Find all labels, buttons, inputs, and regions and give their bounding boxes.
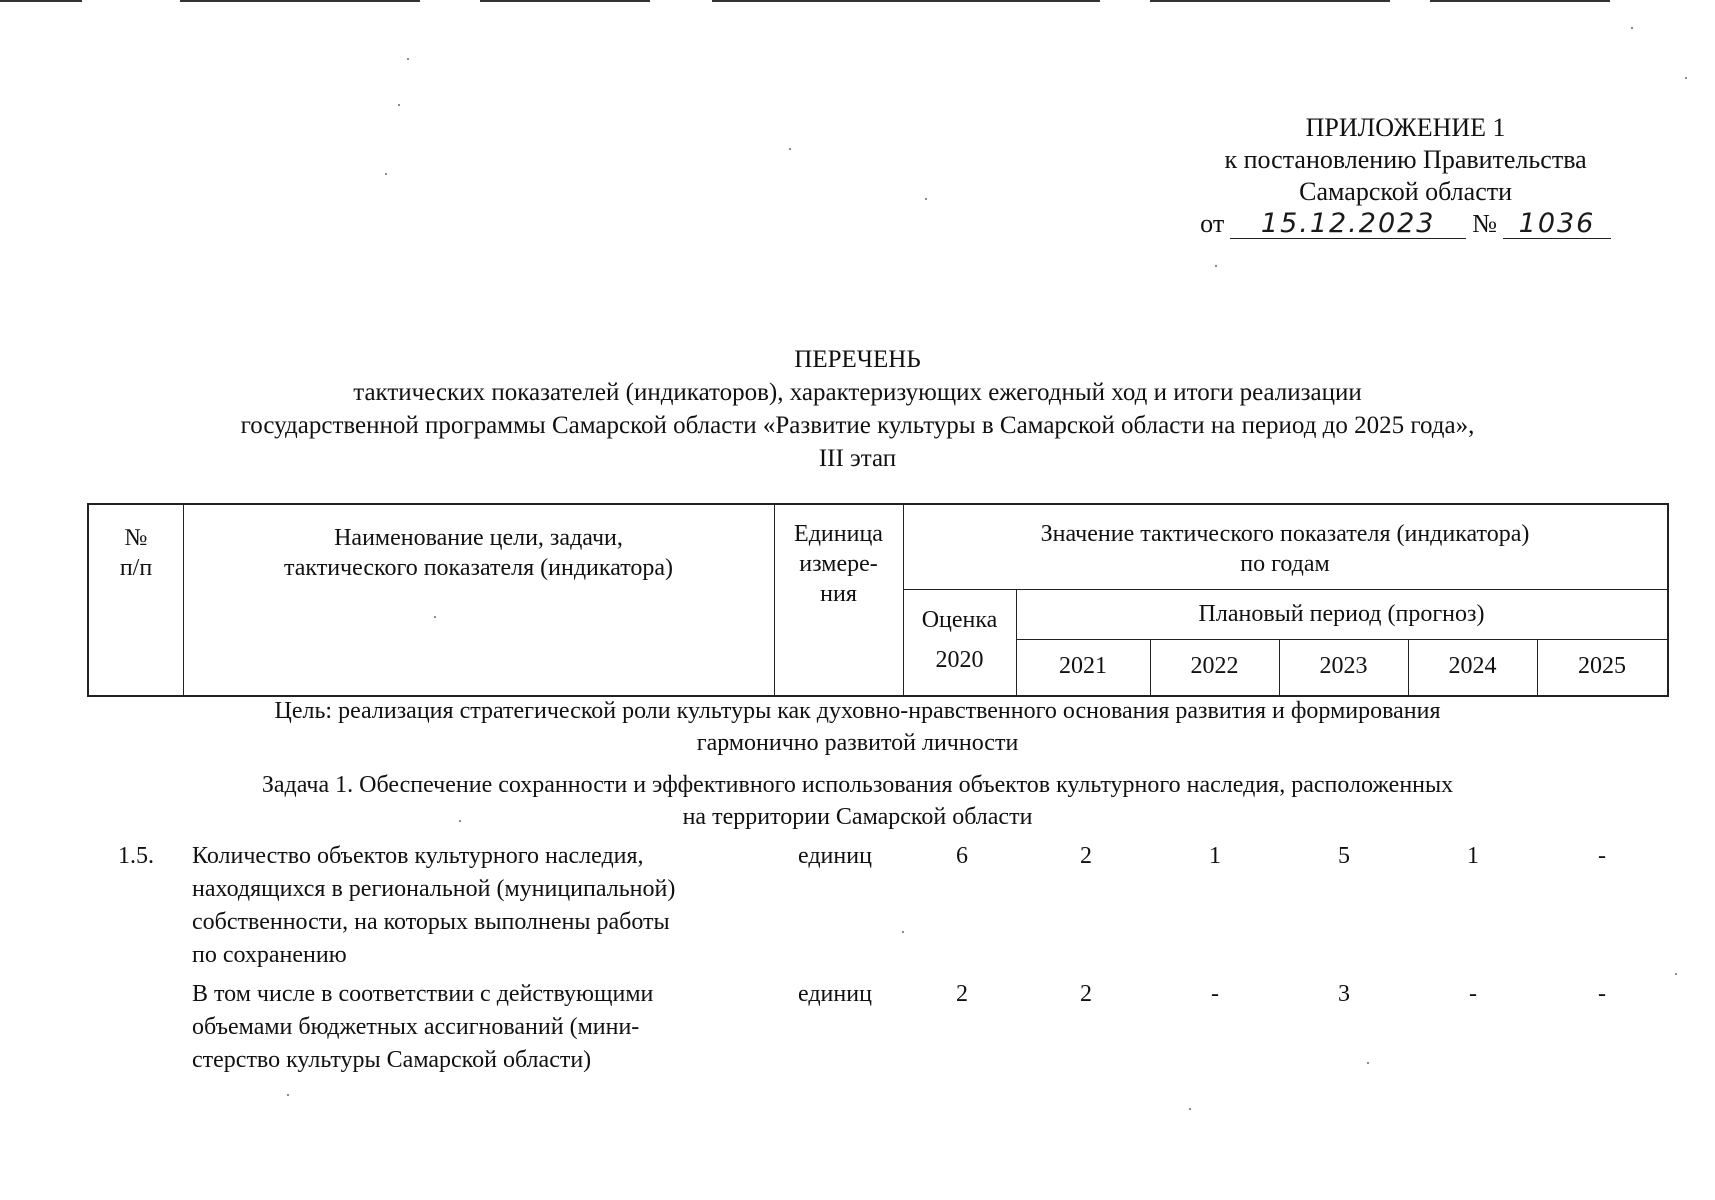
scan-speck bbox=[1367, 1062, 1369, 1064]
indicator-table-header bbox=[87, 503, 1669, 697]
row-value: 3 bbox=[1338, 981, 1350, 1007]
appendix-line3: Самарской области bbox=[1299, 177, 1513, 206]
scan-speck bbox=[789, 148, 791, 150]
appendix-line2: к постановлению Правительства bbox=[1224, 145, 1587, 174]
handwritten-number: 1036 bbox=[1518, 208, 1596, 239]
document-title bbox=[0, 343, 1715, 475]
row-value: 2 bbox=[1080, 843, 1092, 869]
row-value: - bbox=[1598, 981, 1606, 1007]
header-name: Наименование цели, задачи, тактического показателя (индикатора) bbox=[283, 525, 674, 581]
number-underline bbox=[1503, 210, 1611, 239]
goal-text: Цель: реализация стратегической роли культуры как духовно-нравственного основания развития и формирования гармонично развитой личности bbox=[274, 698, 1441, 756]
scan-speck bbox=[925, 198, 927, 200]
header-unit: Единица измере- ния bbox=[794, 521, 883, 607]
header-values-by-year: Значение тактического показателя (индикатора) по годам bbox=[1040, 521, 1530, 577]
header-plan-period: Плановый период (прогноз) bbox=[1198, 601, 1485, 627]
header-year: 2021 bbox=[1059, 653, 1107, 679]
scan-edge-line bbox=[480, 0, 650, 2]
scan-speck bbox=[459, 820, 461, 822]
scan-speck bbox=[407, 58, 409, 60]
scan-speck bbox=[1631, 27, 1633, 29]
scan-speck bbox=[434, 616, 436, 618]
row-divider bbox=[1016, 639, 1667, 640]
title-line1: тактических показателей (индикаторов), характеризующих ежегодный ход и итоги реализации bbox=[353, 379, 1362, 406]
scan-speck bbox=[1189, 1108, 1191, 1110]
scan-edge-line bbox=[0, 0, 82, 2]
header-number: № п/п bbox=[119, 525, 153, 581]
row-value: 5 bbox=[1338, 843, 1350, 869]
row-value: 2 bbox=[1080, 981, 1092, 1007]
scan-speck bbox=[398, 104, 400, 106]
scan-edge-line bbox=[1430, 0, 1610, 2]
appendix-date-number bbox=[1200, 208, 1611, 240]
row-value: - bbox=[1469, 981, 1477, 1007]
appendix-title: ПРИЛОЖЕНИЕ 1 bbox=[1305, 113, 1506, 142]
row-value: 1 bbox=[1209, 843, 1221, 869]
scan-speck bbox=[1675, 973, 1677, 975]
date-underline bbox=[1230, 210, 1466, 239]
row-value: 6 bbox=[956, 843, 968, 869]
header-estimate-2020: Оценка 2020 bbox=[921, 607, 998, 673]
title-line3: III этап bbox=[818, 445, 897, 472]
scan-speck bbox=[902, 931, 904, 933]
scan-speck bbox=[287, 1094, 289, 1096]
row-name: Количество объектов культурного наследия, находящихся в региональной (муниципальной) собственности, на которых выполнены работы по сохранению bbox=[192, 843, 676, 968]
scan-speck bbox=[1215, 265, 1217, 267]
row-name: В том числе в соответствии с действующими объемами бюджетных ассигнований (мини- стерство культуры Самарской области) bbox=[192, 981, 654, 1073]
from-label: от bbox=[1200, 209, 1225, 238]
scan-edge-line bbox=[180, 0, 420, 2]
header-year: 2024 bbox=[1448, 653, 1497, 679]
row-value: 1 bbox=[1467, 843, 1479, 869]
row-value: 2 bbox=[956, 981, 968, 1007]
handwritten-date: 15.12.2023 bbox=[1260, 208, 1436, 239]
row-value: - bbox=[1211, 981, 1219, 1007]
row-unit: единиц bbox=[798, 981, 872, 1007]
header-year: 2022 bbox=[1190, 653, 1239, 679]
header-year: 2025 bbox=[1578, 653, 1626, 679]
scan-edge-line bbox=[712, 0, 1100, 2]
row-number: 1.5. bbox=[118, 843, 154, 869]
scan-speck bbox=[385, 173, 387, 175]
appendix-block bbox=[1200, 112, 1611, 240]
row-divider bbox=[903, 589, 1667, 590]
title-heading: ПЕРЕЧЕНЬ bbox=[794, 346, 921, 373]
number-label: № bbox=[1472, 209, 1497, 238]
scan-speck bbox=[1685, 77, 1687, 79]
row-value: - bbox=[1598, 843, 1606, 869]
row-unit: единиц bbox=[798, 843, 872, 869]
scan-edge-line bbox=[1150, 0, 1390, 2]
task-text: Задача 1. Обеспечение сохранности и эффективного использования объектов культурного наследия, расположенных на территории Самарской области bbox=[261, 772, 1454, 830]
title-line2: государственной программы Самарской области «Развитие культуры в Самарской области на период до 2025 года», bbox=[240, 412, 1475, 439]
header-year: 2023 bbox=[1319, 653, 1368, 679]
